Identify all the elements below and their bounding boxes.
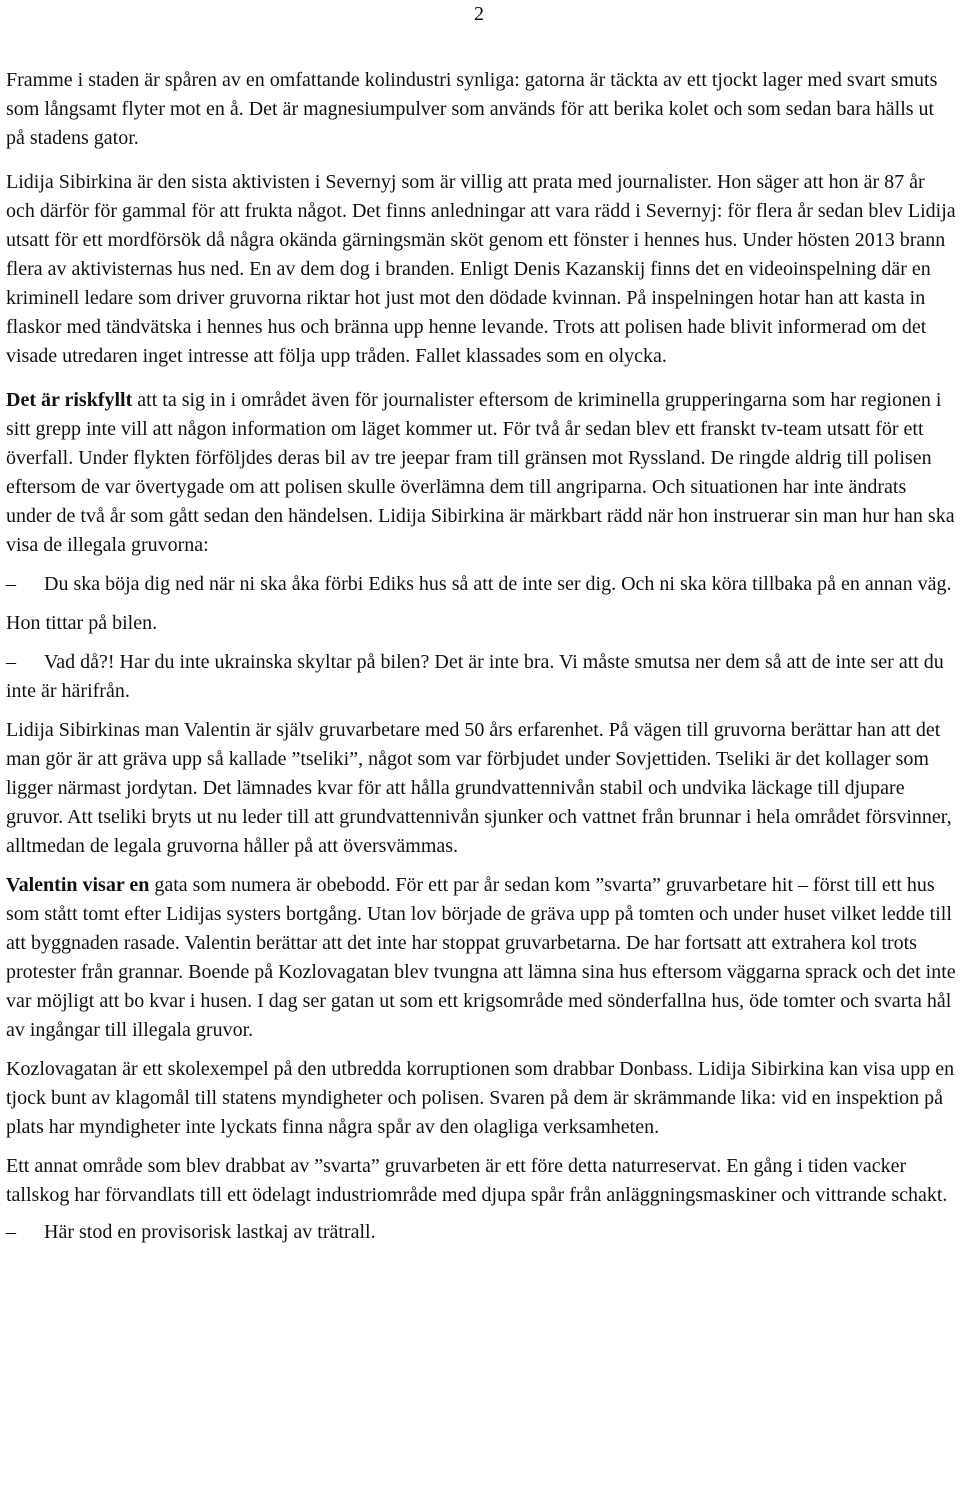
paragraph-text: Här stod en provisorisk lastkaj av trätrall. xyxy=(44,1221,376,1243)
paragraph-corruption xyxy=(6,1055,956,1142)
paragraph-nature-reserve xyxy=(6,1152,956,1210)
paragraph-text: Hon tittar på bilen. xyxy=(6,612,158,634)
paragraph-city-coal xyxy=(6,66,956,153)
dialogue-dash: – xyxy=(6,1221,16,1243)
paragraph-valentin-tseliki xyxy=(6,716,956,861)
paragraph-text: Du ska böja dig ned när ni ska åka förbi Ediks hus så att de inte ser dig. Och ni ska köra tillbaka på en annan väg. xyxy=(44,573,952,595)
paragraph-looks-at-car xyxy=(6,609,956,638)
paragraph-text: Vad då?! Har du inte ukrainska skyltar på bilen? Det är inte bra. Vi måste smutsa ner dem så att de inte ser att du inte är härifrån. xyxy=(6,651,944,702)
paragraph-risky-area xyxy=(6,386,956,560)
paragraph-lidija-activist xyxy=(6,168,956,371)
quote-instruction xyxy=(6,570,956,599)
quote-loading-dock xyxy=(6,1218,956,1247)
dialogue-dash: – xyxy=(6,573,16,595)
paragraph-text: Lidija Sibirkina är den sista aktivisten i Severnyj som är villig att prata med journalister. Hon säger att hon är 87 år och därför för gammal för att frukta något. Det finns anledningar att vara rädd i Severnyj: för flera år sedan blev Lidija utsatt för ett mordförsök då några okända gärningsmän sköt genom ett fönster i hennes hus. Under hösten 2013 brann flera av aktivisternas hus ned. En av dem dog i branden. Enligt Denis Kazanskij finns det en videoinspelning där en kriminell ledare som driver gruvorna riktar hot just mot den dödade kvinnan. På inspelningen hotar han att kasta in flaskor med tändvätska i hennes hus och bränna upp henne levande. Trots att polisen hade blivit informerad om det visade utredaren inget intresse att följa upp tråden. Fallet klassades som en olycka. xyxy=(6,171,956,367)
paragraph-text: Framme i staden är spåren av en omfattande kolindustri synliga: gatorna är täckta av ett tjockt lager med svart smuts som långsamt flyter mot en å. Det är magnesiumpulver som används för att berika kolet och som sedan bara hälls ut på stadens gator. xyxy=(6,69,938,149)
paragraph-text: att ta sig in i området även för journalister eftersom de kriminella grupperingarna som har regionen i sitt grepp inte vill att någon information om läget kommer ut. För två år sedan blev ett franskt tv-team utsatt för ett överfall. Under flykten förföljdes deras bil av tre jeepar fram till gränsen mot Ryssland. De ringde aldrig till polisen eftersom de var övertygade om att polisen skulle överlämna dem till angriparna. Och situationen har inte ändrats under de två år som gått sedan den händelsen. Lidija Sibirkina är märkbart rädd när hon instruerar sin man hur han ska visa de illegala gruvorna: xyxy=(6,389,955,556)
dialogue-dash: – xyxy=(6,651,16,673)
paragraph-lead-in: Valentin visar en xyxy=(6,874,150,896)
paragraph-text: gata som numera är obebodd. För ett par år sedan kom ”svarta” gruvarbetare hit – först till ett hus som stått tomt efter Lidijas systers bortgång. Utan lov började de gräva upp på tomten och under huset vilket ledde till att byggnaden rasade. Valentin berättar att det inte har stoppat gruvarbetarna. De har fortsatt att extrahera kol trots protester från grannar. Boende på Kozlovagatan blev tvungna att lämna sina hus eftersom väggarna sprack och det inte var möjligt att bo kvar i husen. I dag ser gatan ut som ett krigsområde med sönderfallna hus, öde tomter och svarta hål av ingångar till illegala gruvor. xyxy=(6,874,956,1041)
quote-license-plates xyxy=(6,648,956,706)
article-body xyxy=(6,66,956,1247)
paragraph-text: Kozlovagatan är ett skolexempel på den utbredda korruptionen som drabbar Donbass. Lidija Sibirkina kan visa upp en tjock bunt av klagomål till statens myndigheter och polisen. Svaren på dem är skrämmande lika: vid en inspektion på plats har myndigheter inte lyckats finna några spår av den olagliga verksamheten. xyxy=(6,1058,955,1138)
paragraph-text: Ett annat område som blev drabbat av ”svarta” gruvarbeten är ett före detta naturreservat. En gång i tiden vacker tallskog har förvandlats till ett ödelagt industriområde med djupa spår från anläggningsmaskiner och vittrande schakt. xyxy=(6,1155,948,1206)
paragraph-abandoned-street xyxy=(6,871,956,1045)
paragraph-lead-in: Det är riskfyllt xyxy=(6,389,133,411)
page-number: 2 xyxy=(474,3,484,25)
paragraph-text: Lidija Sibirkinas man Valentin är själv gruvarbetare med 50 års erfarenhet. På vägen till gruvorna berättar han att det man gör är att gräva upp så kallade ”tseliki”, något som var förbjudet under Sovjettiden. Tseliki är det kollager som ligger närmast jordytan. Det lämnades kvar för att hålla grundvattennivån stabil och undvika läckage till djupare gruvor. Att tseliki bryts ut nu leder till att grundvattennivån sjunker och vattnet från brunnar i hela området försvinner, alltmedan de legala gruvorna håller på att översvämmas. xyxy=(6,719,952,857)
